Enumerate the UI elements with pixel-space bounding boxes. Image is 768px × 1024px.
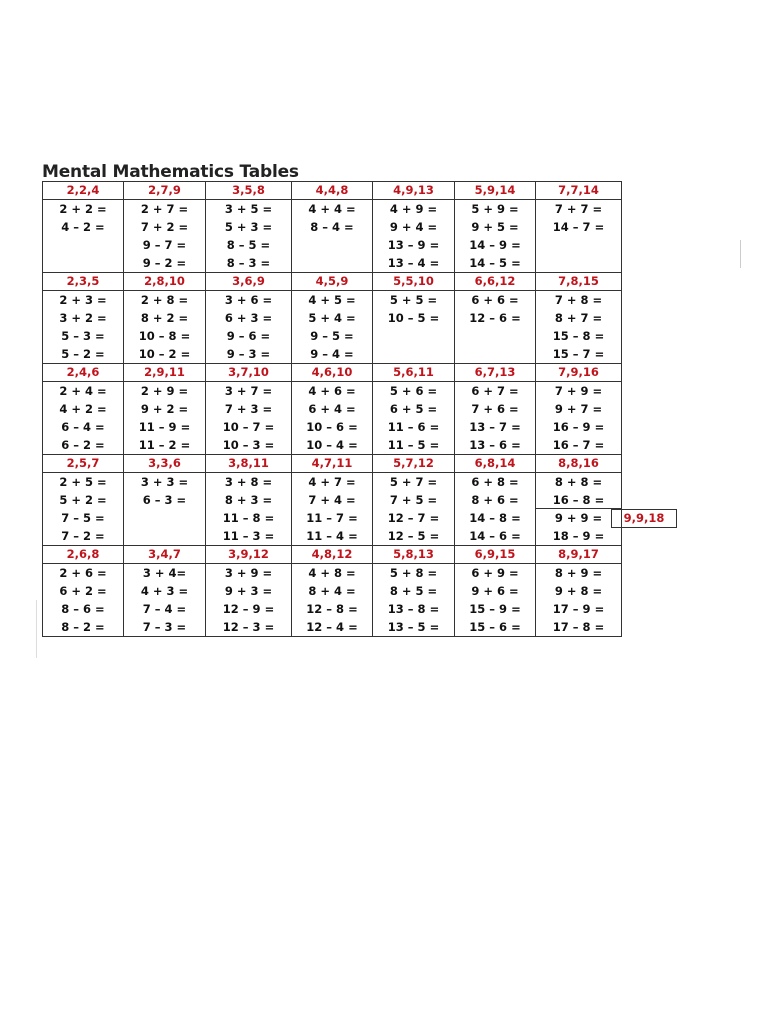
equation: 12 – 8 = — [306, 602, 358, 616]
equation: 13 – 6 = — [469, 438, 521, 452]
fact-cell — [536, 200, 622, 273]
equation: 5 + 5 = — [389, 293, 438, 307]
equation: 12 – 3 = — [222, 620, 275, 634]
equation: 3 + 4= — [142, 566, 187, 580]
page-title: Mental Mathematics Tables — [42, 162, 299, 182]
equation: 6 – 2 = — [61, 438, 105, 452]
equation: 4 + 6 = — [308, 384, 356, 398]
fact-family-header: 3,3,6 — [124, 455, 206, 473]
fact-family-header: 7,8,15 — [536, 273, 622, 291]
equation: 6 + 9 = — [471, 566, 519, 580]
equation: 10 – 4 = — [306, 438, 358, 452]
equation: 8 – 5 = — [226, 238, 271, 252]
fact-family-header: 4,5,9 — [292, 273, 373, 291]
equation: 6 + 7 = — [471, 384, 519, 398]
body-row — [43, 382, 622, 455]
header-row — [43, 455, 622, 473]
equation: 10 – 6 = — [306, 420, 358, 434]
fact-family-header: 3,5,8 — [206, 182, 292, 200]
equation: 8 + 9 = — [554, 566, 603, 580]
fact-cell — [373, 200, 455, 273]
fact-cell — [124, 200, 206, 273]
equation: 5 + 8 = — [389, 566, 438, 580]
equation: 6 + 2 = — [59, 584, 107, 598]
equation: 9 + 6 = — [471, 584, 519, 598]
fact-cell — [292, 564, 373, 637]
body-row — [43, 291, 622, 364]
equation: 4 + 8 = — [308, 566, 356, 580]
equation: 6 – 3 = — [142, 493, 187, 507]
equation: 11 – 3 = — [222, 529, 275, 543]
fact-family-header: 4,7,11 — [292, 455, 373, 473]
fact-cell — [536, 291, 622, 364]
fact-family-header: 3,4,7 — [124, 546, 206, 564]
fact-family-header: 7,9,16 — [536, 364, 622, 382]
equation: 11 – 6 = — [387, 420, 440, 434]
equation: 5 – 2 = — [61, 347, 105, 361]
equation: 12 – 5 = — [387, 529, 440, 543]
fact-family-header: 4,4,8 — [292, 182, 373, 200]
fact-cell — [373, 291, 455, 364]
equation: 9 – 6 = — [226, 329, 271, 343]
equation: 7 – 3 = — [142, 620, 187, 634]
equation: 5 + 3 = — [224, 220, 273, 234]
equation: 8 + 5 = — [389, 584, 438, 598]
equation: 9 – 2 = — [142, 256, 187, 270]
body-row — [43, 564, 622, 637]
equation: 14 – 7 = — [552, 220, 605, 234]
equation: 9 + 8 = — [554, 584, 603, 598]
equation: 15 – 7 = — [552, 347, 605, 361]
equation: 3 + 2 = — [59, 311, 107, 325]
header-row — [43, 273, 622, 291]
fact-cell — [292, 382, 373, 455]
equation: 14 – 6 = — [469, 529, 521, 543]
equation: 5 + 9 = — [471, 202, 519, 216]
fact-cell — [455, 200, 536, 273]
equation: 3 + 5 = — [224, 202, 273, 216]
equation: 6 + 5 = — [389, 402, 438, 416]
equation: 3 + 9 = — [224, 566, 273, 580]
equation: 4 + 7 = — [308, 475, 356, 489]
fact-cell — [206, 564, 292, 637]
equation: 6 + 6 = — [471, 293, 519, 307]
fact-family-header: 2,7,9 — [124, 182, 206, 200]
equation: 3 + 3 = — [140, 475, 189, 489]
fact-family-header: 3,6,9 — [206, 273, 292, 291]
equation: 9 + 5 = — [471, 220, 519, 234]
equation: 8 – 6 = — [61, 602, 105, 616]
fact-family-header: 2,6,8 — [43, 546, 124, 564]
equation: 8 – 4 = — [310, 220, 354, 234]
fact-family-header: 2,8,10 — [124, 273, 206, 291]
header-row — [43, 546, 622, 564]
equation: 7 + 8 = — [554, 293, 603, 307]
fact-family-header: 6,6,12 — [455, 273, 536, 291]
equation: 11 – 5 = — [387, 438, 440, 452]
header-row — [43, 182, 622, 200]
equation: 3 + 7 = — [224, 384, 273, 398]
equation: 6 + 8 = — [471, 475, 519, 489]
fact-family-header: 2,3,5 — [43, 273, 124, 291]
fact-cell — [43, 473, 124, 546]
equation: 2 + 5 = — [59, 475, 107, 489]
equation: 5 + 2 = — [59, 493, 107, 507]
fact-family-header: 2,9,11 — [124, 364, 206, 382]
equation: 10 – 7 = — [222, 420, 275, 434]
fact-cell — [373, 564, 455, 637]
header-row — [43, 364, 622, 382]
equation: 5 + 6 = — [389, 384, 438, 398]
equation: 11 – 7 = — [306, 511, 358, 525]
equation: 13 – 9 = — [387, 238, 440, 252]
equation: 15 – 6 = — [469, 620, 521, 634]
fact-cell — [536, 382, 622, 455]
fact-family-header: 2,4,6 — [43, 364, 124, 382]
equation: 2 + 4 = — [59, 384, 107, 398]
fact-cell — [455, 473, 536, 546]
equation: 11 – 4 = — [306, 529, 358, 543]
fact-family-header: 4,9,13 — [373, 182, 455, 200]
equation: 4 + 4 = — [308, 202, 356, 216]
equation: 8 + 3 = — [224, 493, 273, 507]
equation: 2 + 8 = — [140, 293, 189, 307]
fact-cell — [455, 382, 536, 455]
equation: 8 + 7 = — [554, 311, 603, 325]
fact-family-header: 3,7,10 — [206, 364, 292, 382]
equation: 7 + 5 = — [389, 493, 438, 507]
equation: 12 – 9 = — [222, 602, 275, 616]
equation: 10 – 2 = — [138, 347, 191, 361]
equation: 11 – 2 = — [138, 438, 191, 452]
equation: 5 + 7 = — [389, 475, 438, 489]
math-table — [42, 181, 622, 637]
equation: 7 + 7 = — [554, 202, 603, 216]
equation: 9 – 3 = — [226, 347, 271, 361]
fact-family-header: 5,8,13 — [373, 546, 455, 564]
fact-family-header: 5,6,11 — [373, 364, 455, 382]
equation: 11 – 8 = — [222, 511, 275, 525]
equation: 7 – 5 = — [61, 511, 105, 525]
fact-cell — [124, 382, 206, 455]
fact-family-header: 3,9,12 — [206, 546, 292, 564]
fact-family-header: 3,8,11 — [206, 455, 292, 473]
equation: 10 – 5 = — [387, 311, 440, 325]
equation: 4 – 2 = — [61, 220, 105, 234]
fact-cell — [292, 200, 373, 273]
equation: 17 – 8 = — [552, 620, 605, 634]
equation: 8 – 3 = — [226, 256, 271, 270]
equation: 14 – 9 = — [469, 238, 521, 252]
fact-family-header: 6,9,15 — [455, 546, 536, 564]
equation: 9 + 3 = — [224, 584, 273, 598]
equation: 9 + 9 = — [554, 511, 603, 525]
equation: 7 + 9 = — [554, 384, 603, 398]
equation: 10 – 3 = — [222, 438, 275, 452]
fact-family-header: 4,8,12 — [292, 546, 373, 564]
fact-family-header: 6,7,13 — [455, 364, 536, 382]
fact-cell — [292, 473, 373, 546]
fact-cell — [43, 382, 124, 455]
equation: 15 – 8 = — [552, 329, 605, 343]
fact-cell — [124, 564, 206, 637]
fact-family-header: 8,9,17 — [536, 546, 622, 564]
fact-family-header: 2,2,4 — [43, 182, 124, 200]
fact-cell — [373, 382, 455, 455]
body-row — [43, 200, 622, 273]
equation: 12 – 6 = — [469, 311, 521, 325]
fact-family-header: 7,7,14 — [536, 182, 622, 200]
equation: 9 + 4 = — [389, 220, 438, 234]
fact-cell — [124, 473, 206, 546]
body-row — [43, 473, 622, 546]
equation: 7 + 3 = — [224, 402, 273, 416]
equation: 6 + 4 = — [308, 402, 356, 416]
equation: 9 – 5 = — [310, 329, 354, 343]
equation: 4 + 9 = — [389, 202, 438, 216]
equation: 2 + 3 = — [59, 293, 107, 307]
fact-family-header: 5,5,10 — [373, 273, 455, 291]
equation: 6 + 3 = — [224, 311, 273, 325]
fact-family-header: 2,5,7 — [43, 455, 124, 473]
equation: 9 – 4 = — [310, 347, 354, 361]
equation: 4 + 5 = — [308, 293, 356, 307]
equation: 14 – 5 = — [469, 256, 521, 270]
equation: 3 + 6 = — [224, 293, 273, 307]
equation: 8 + 4 = — [308, 584, 356, 598]
equation: 7 + 6 = — [471, 402, 519, 416]
fact-family-header: 4,6,10 — [292, 364, 373, 382]
equation: 4 + 2 = — [59, 402, 107, 416]
equation: 10 – 8 = — [138, 329, 191, 343]
fact-cell — [206, 291, 292, 364]
fact-cell — [455, 291, 536, 364]
equation: 7 + 2 = — [140, 220, 189, 234]
fact-family-header: 5,7,12 — [373, 455, 455, 473]
fact-family-header: 8,8,16 — [536, 455, 622, 473]
equation: 3 + 8 = — [224, 475, 273, 489]
fact-cell — [536, 473, 622, 546]
equation: 8 – 2 = — [61, 620, 105, 634]
equation: 7 – 4 = — [142, 602, 187, 616]
equation: 12 – 4 = — [306, 620, 358, 634]
fact-cell — [43, 564, 124, 637]
equation: 2 + 9 = — [140, 384, 189, 398]
fact-family-header: 5,9,14 — [455, 182, 536, 200]
fact-cell — [206, 382, 292, 455]
equation: 7 – 2 = — [61, 529, 105, 543]
fact-cell — [206, 200, 292, 273]
fact-cell — [292, 291, 373, 364]
equation: 18 – 9 = — [552, 529, 605, 543]
fact-cell — [124, 291, 206, 364]
equation: 5 + 4 = — [308, 311, 356, 325]
fact-cell — [43, 200, 124, 273]
fact-cell — [455, 564, 536, 637]
equation: 4 + 3 = — [140, 584, 189, 598]
edge-mark — [740, 240, 741, 268]
equation: 11 – 9 = — [138, 420, 191, 434]
edge-mark-left — [36, 600, 37, 658]
equation: 13 – 4 = — [387, 256, 440, 270]
equation: 5 – 3 = — [61, 329, 105, 343]
fact-cell — [206, 473, 292, 546]
fact-cell — [536, 564, 622, 637]
extra-header-9-9-18: 9,9,18 — [611, 509, 677, 528]
equation: 9 + 7 = — [554, 402, 603, 416]
equation: 12 – 7 = — [387, 511, 440, 525]
fact-cell — [43, 291, 124, 364]
equation: 14 – 8 = — [469, 511, 521, 525]
fact-cell — [373, 473, 455, 546]
equation: 9 + 2 = — [140, 402, 189, 416]
equation: 17 – 9 = — [552, 602, 605, 616]
equation: 16 – 7 = — [552, 438, 605, 452]
fact-family-header: 6,8,14 — [455, 455, 536, 473]
math-table-body — [43, 182, 622, 637]
equation: 8 + 8 = — [554, 475, 603, 489]
equation: 2 + 6 = — [59, 566, 107, 580]
equation: 13 – 8 = — [387, 602, 440, 616]
equation: 13 – 5 = — [387, 620, 440, 634]
equation: 6 – 4 = — [61, 420, 105, 434]
equation: 16 – 9 = — [552, 420, 605, 434]
equation: 8 + 6 = — [471, 493, 519, 507]
equation: 9 – 7 = — [142, 238, 187, 252]
equation: 8 + 2 = — [140, 311, 189, 325]
equation: 2 + 2 = — [59, 202, 107, 216]
equation: 15 – 9 = — [469, 602, 521, 616]
equation: 13 – 7 = — [469, 420, 521, 434]
equation: 2 + 7 = — [140, 202, 189, 216]
equation: 16 – 8 = — [536, 491, 621, 509]
equation: 7 + 4 = — [308, 493, 356, 507]
